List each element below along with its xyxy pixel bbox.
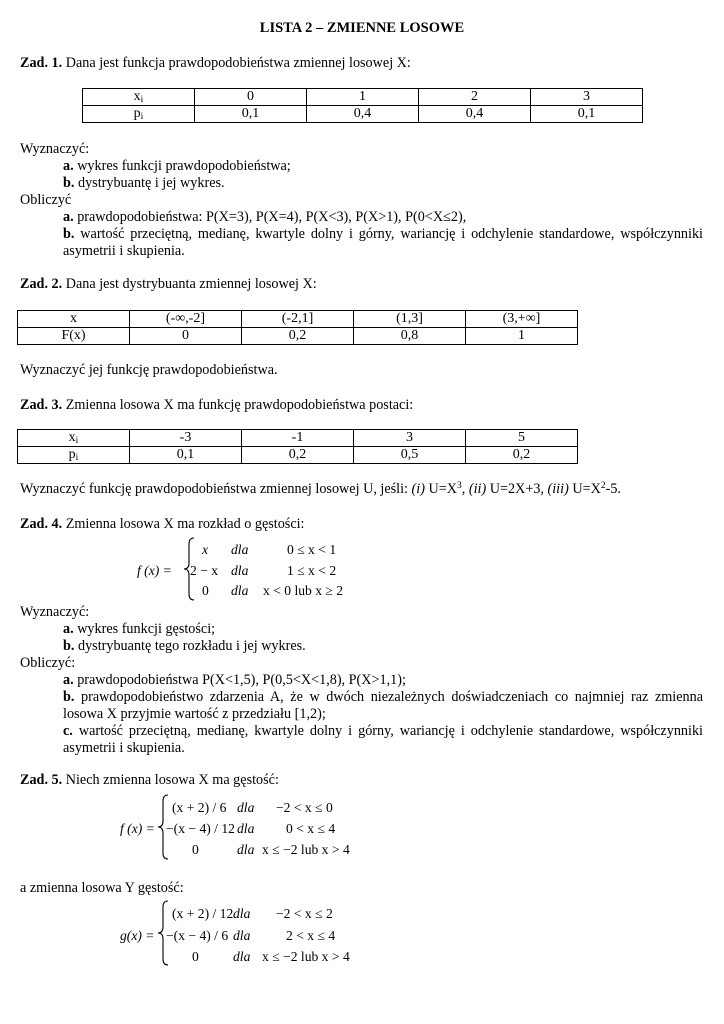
table-cell: 2 <box>419 89 531 106</box>
zad3-table <box>17 429 578 464</box>
table-row <box>18 447 578 464</box>
zad4-wyznaczyc: Wyznaczyć: <box>20 604 90 620</box>
table-header-cell: $x_i$ <box>18 430 130 447</box>
table-row <box>83 106 643 123</box>
zad4-oblicz-c-line2: asymetrii i skupienia. <box>63 740 185 756</box>
zad5-f-case1-dla: dla <box>237 800 255 815</box>
table-header-cell: x <box>18 311 130 328</box>
zad2-table <box>17 310 578 345</box>
zad5-g-case3-expr: 0 <box>192 949 199 964</box>
zad4-oblicz-b-line2: losowa X przyjmie wartość z przedziału [1,2); <box>63 706 326 722</box>
table-cell: (-∞,-2] <box>130 311 242 328</box>
table-cell: 1 <box>307 89 419 106</box>
zad5-g-case3-dla: dla <box>233 949 251 964</box>
zad5-g-case2-dla: dla <box>233 928 251 943</box>
zad5-f-case1-expr: (x + 2) / 6 <box>172 800 227 815</box>
zad3-label: Zad. 3. <box>20 397 63 413</box>
zad5-label: Zad. 5. <box>20 772 63 788</box>
zad1-intro <box>20 55 411 73</box>
zad1-oblicz: Obliczyć <box>20 192 72 208</box>
table-cell: (1,3] <box>354 311 466 328</box>
zad4-oblicz-c-line1: c. wartość przeciętną, medianę, kwartyle dolny i górny, wariancję i odchylenie standardowe, współczynniki <box>63 723 703 739</box>
zad2-label: Zad. 2. <box>20 276 63 292</box>
table-cell: 3 <box>354 430 466 447</box>
zad4-oblicz-b-line1: b. prawdopodobieństwo zdarzenia A, że w dwóch niezależnych doświadczeniach co najmniej raz zmienna <box>63 689 703 705</box>
zad4-oblicz-a: a. prawdopodobieństwa P(X<1,5), P(0,5<X<1,8), P(X>1,1); <box>63 672 406 688</box>
table-cell: 0,1 <box>531 106 643 123</box>
zad4-case2-dla: dla <box>231 563 249 578</box>
table-cell: 0,1 <box>195 106 307 123</box>
zad2-task: Wyznaczyć jej funkcję prawdopodobieństwa. <box>20 362 278 378</box>
zad5-g-case2-cond: 2 < x ≤ 4 <box>286 928 336 943</box>
zad3-intro: Zad. 3. Zmienna losowa X ma funkcję prawdopodobieństwa postaci: <box>20 397 414 413</box>
zad3-task: Wyznaczyć funkcję prawdopodobieństwa zmiennej losowej U, jeśli: (i) $U=X^3$, (ii) U=2X+3, (iii) $U=X^2-5$. <box>20 481 621 497</box>
zad1-intro-text: Dana jest funkcja prawdopodobieństwa zmiennej losowej X: <box>62 55 411 71</box>
zad1-oblicz-b-line2: asymetrii i skupienia. <box>63 243 185 259</box>
zad5-f-case3-cond: x ≤ −2 lub x > 4 <box>262 842 350 857</box>
zad4-case3-cond: x < 0 lub x ≥ 2 <box>263 583 344 598</box>
zad4-oblicz: Obliczyć: <box>20 655 76 671</box>
table-header-cell: F(x) <box>18 328 130 345</box>
zad1-table <box>82 88 643 123</box>
zad5-f-case2-expr: −(x − 4) / 12 <box>166 821 235 836</box>
zad4-case2-expr: 2 − x <box>190 563 219 578</box>
table-cell: 0,8 <box>354 328 466 345</box>
zad4-case3-dla: dla <box>231 583 249 598</box>
zad1-wyznaczyc: Wyznaczyć: <box>20 141 90 157</box>
table-cell: 0,5 <box>354 447 466 464</box>
zad4-case3-expr: 0 <box>202 583 209 598</box>
table-cell: 0,2 <box>242 447 354 464</box>
zad5-f-case1-cond: −2 < x ≤ 0 <box>276 800 333 815</box>
table-cell: -3 <box>130 430 242 447</box>
table-row <box>18 328 578 345</box>
zad4-case1-cond: 0 ≤ x < 1 <box>287 542 337 557</box>
table-cell: 0,2 <box>242 328 354 345</box>
zad5-f-case3-dla: dla <box>237 842 255 857</box>
zad5-g-case1-dla: dla <box>233 906 251 921</box>
table-header-cell: $p_i$ <box>83 106 195 123</box>
zad4-case1-expr: x <box>202 542 209 557</box>
zad5-y-intro: a zmienna losowa Y gęstość: <box>20 880 184 896</box>
zad2-intro: Zad. 2. Dana jest dystrybuanta zmiennej losowej X: <box>20 276 317 292</box>
table-cell: 0,4 <box>307 106 419 123</box>
table-cell: 5 <box>466 430 578 447</box>
zad4-case1-dla: dla <box>231 542 249 557</box>
table-row <box>18 430 578 447</box>
table-row <box>83 89 643 106</box>
zad5-g-case2-expr: −(x − 4) / 6 <box>166 928 229 943</box>
table-cell: (-2,1] <box>242 311 354 328</box>
table-cell: 0,1 <box>130 447 242 464</box>
zad5-g-case1-cond: −2 < x ≤ 2 <box>276 906 333 921</box>
zad1-oblicz-b-line1: b. wartość przeciętną, medianę, kwartyle dolny i górny, wariancję i odchylenie standardowe, współczynniki <box>63 226 703 242</box>
table-header-cell: $p_i$ <box>18 447 130 464</box>
zad4-item-b: b. dystrybuantę tego rozkładu i jej wykres. <box>63 638 306 654</box>
zad4-intro: Zad. 4. Zmienna losowa X ma rozkład o gęstości: <box>20 516 305 532</box>
table-header-cell: $x_i$ <box>83 89 195 106</box>
table-cell: 0,4 <box>419 106 531 123</box>
zad5-g-case3-cond: x ≤ −2 lub x > 4 <box>262 949 350 964</box>
table-cell: -1 <box>242 430 354 447</box>
table-cell: 0,2 <box>466 447 578 464</box>
table-cell: 1 <box>466 328 578 345</box>
zad4-f-label: f (x) = <box>137 563 172 578</box>
zad4-item-a: a. wykres funkcji gęstości; <box>63 621 216 637</box>
zad4-case2-cond: 1 ≤ x < 2 <box>287 563 337 578</box>
zad5-g-label: g(x) = <box>120 928 155 943</box>
zad5-intro: Zad. 5. Niech zmienna losowa X ma gęstość: <box>20 772 279 788</box>
table-row <box>18 311 578 328</box>
zad1-label: Zad. 1. <box>20 55 63 71</box>
document-title: LISTA 2 – ZMIENNE LOSOWE <box>259 20 465 36</box>
zad4-label: Zad. 4. <box>20 516 63 532</box>
table-cell: 0 <box>130 328 242 345</box>
zad5-f-case2-cond: 0 < x ≤ 4 <box>286 821 336 836</box>
zad5-f-case3-expr: 0 <box>192 842 199 857</box>
zad5-f-label: f (x) = <box>120 821 155 836</box>
table-cell: (3,+∞] <box>466 311 578 328</box>
zad1-item-a: a. wykres funkcji prawdopodobieństwa; <box>63 158 291 174</box>
zad1-item-b: b. dystrybuantę i jej wykres. <box>63 175 225 191</box>
zad5-g-case1-expr: (x + 2) / 12 <box>172 906 234 921</box>
table-cell: 3 <box>531 89 643 106</box>
zad1-oblicz-a: a. prawdopodobieństwa: P(X=3), P(X=4), P(X<3), P(X>1), P(0<X≤2), <box>63 209 467 225</box>
zad5-f-case2-dla: dla <box>237 821 255 836</box>
table-cell: 0 <box>195 89 307 106</box>
